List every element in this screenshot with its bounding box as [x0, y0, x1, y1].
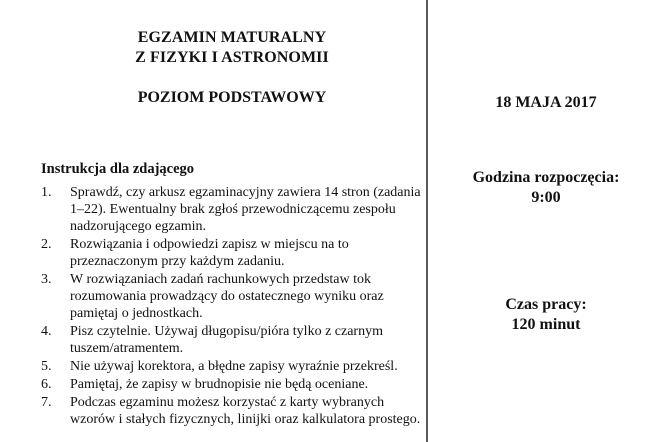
instruction-text: Podczas egzaminu możesz korzystać z karty wybranych wzorów i stałych fizycznych, linijki oraz kalkulatora prostego.	[70, 395, 421, 427]
instruction-number: 5.	[41, 359, 52, 374]
instruction-text: W rozwiązaniach zadań rachunkowych przedstaw tok rozumowania prowadzący do ostatecznego wyniku oraz pamiętaj o jednostkach.	[70, 272, 384, 321]
instruction-number: 6.	[41, 377, 52, 392]
start-time-value: 9:00	[531, 189, 561, 206]
instruction-text: Pamiętaj, że zapisy w brudnopisie nie będą oceniane.	[70, 377, 369, 392]
instruction-item	[41, 394, 421, 428]
duration-label: Czas pracy:	[505, 296, 587, 313]
instruction-number: 3.	[41, 272, 52, 287]
instructions-list	[41, 184, 421, 429]
exam-date: 18 MAJA 2017	[495, 94, 597, 111]
column-divider	[426, 0, 428, 442]
instruction-item	[41, 358, 421, 375]
instructions-heading: Instrukcja dla zdającego	[41, 161, 195, 177]
exam-title-line-2: Z FIZYKI I ASTRONOMII	[135, 49, 329, 66]
exam-title	[40, 28, 424, 68]
instruction-number: 2.	[41, 237, 52, 252]
duration-block	[428, 295, 664, 335]
instruction-text: Sprawdź, czy arkusz egzaminacyjny zawiera 14 stron (zadania 1–22). Ewentualny brak zgłoś przewodniczącemu zespołu nadzorującego egzamin.	[70, 185, 421, 234]
instruction-item	[41, 323, 421, 357]
exam-title-line-1: EGZAMIN MATURALNY	[137, 29, 327, 46]
start-time-label: Godzina rozpoczęcia:	[472, 169, 620, 186]
instruction-text: Nie używaj korektora, a błędne zapisy wyraźnie przekreśl.	[70, 359, 398, 374]
duration-value: 120 minut	[511, 316, 581, 333]
instruction-number: 7.	[41, 395, 52, 410]
instruction-item	[41, 184, 421, 235]
instruction-number: 4.	[41, 324, 52, 339]
instruction-text: Pisz czytelnie. Używaj długopisu/pióra tylko z czarnym tuszem/atramentem.	[70, 324, 383, 356]
instruction-number: 1.	[41, 185, 52, 200]
instruction-item	[41, 271, 421, 322]
instruction-item	[41, 236, 421, 270]
exam-level: POZIOM PODSTAWOWY	[137, 89, 327, 106]
instruction-item	[41, 376, 421, 393]
instruction-text: Rozwiązania i odpowiedzi zapisz w miejscu na to przeznaczonym przy każdym zadaniu.	[70, 237, 349, 269]
start-time-block	[428, 168, 664, 208]
